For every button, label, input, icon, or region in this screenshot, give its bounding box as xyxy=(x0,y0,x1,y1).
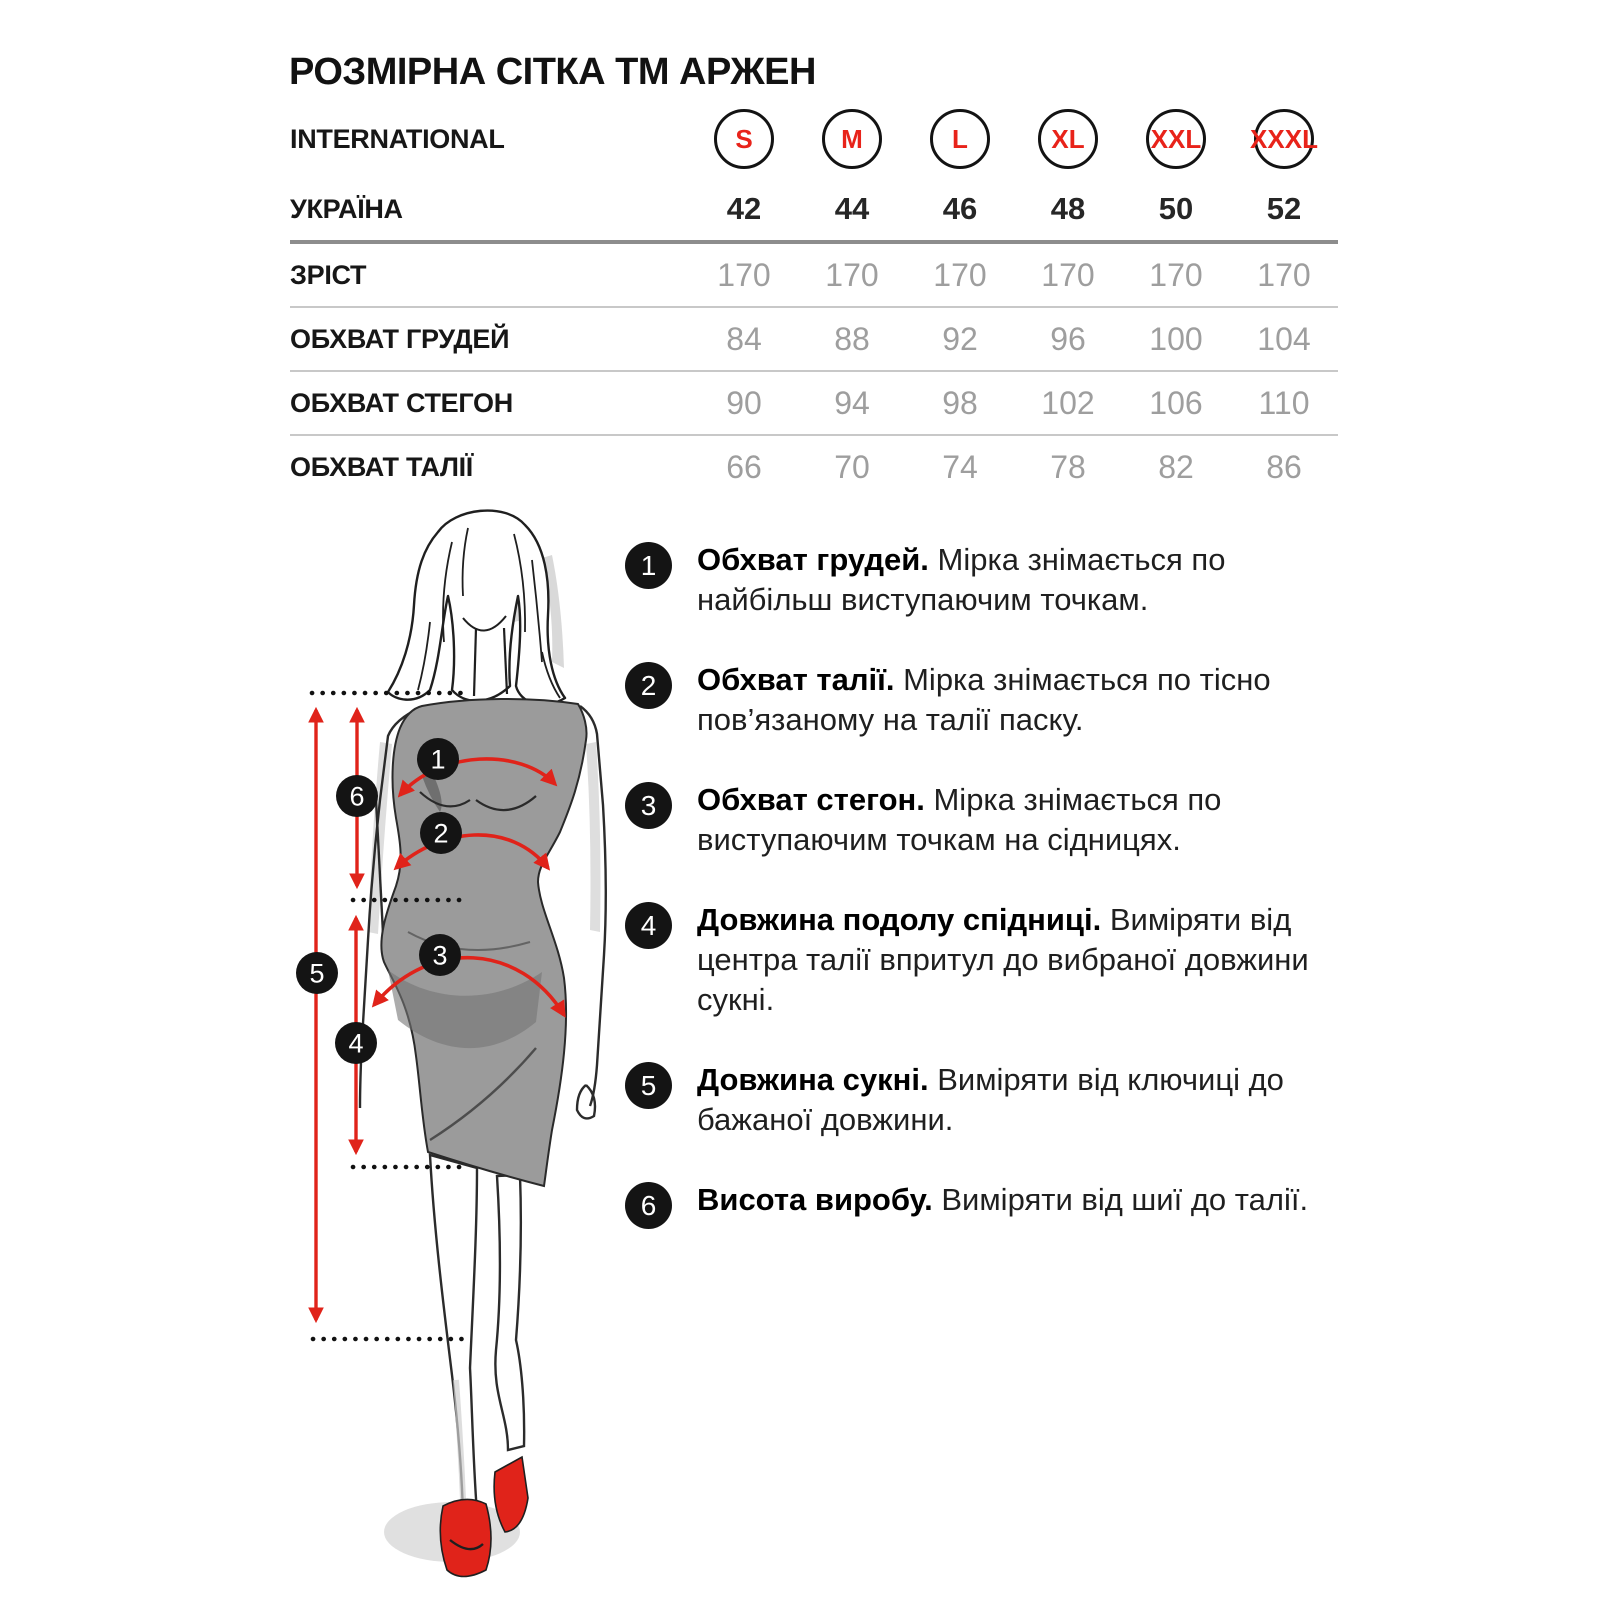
dress xyxy=(381,699,586,1186)
table-row-chest xyxy=(290,306,1338,370)
size-circle-xxl: XXL xyxy=(1146,109,1206,169)
ukraine-size-value: 44 xyxy=(834,191,870,226)
hips-value: 106 xyxy=(1149,384,1203,421)
rear-shoe xyxy=(494,1457,528,1532)
row-label-chest: ОБХВАТ ГРУДЕЙ xyxy=(290,323,510,354)
chest-value: 84 xyxy=(726,320,762,357)
row-label-hips: ОБХВАТ СТЕГОН xyxy=(290,387,513,418)
ukraine-size-value: 42 xyxy=(726,191,762,226)
instruction-item-6 xyxy=(625,1180,1367,1220)
height-value: 170 xyxy=(717,256,771,293)
hips-value: 94 xyxy=(834,384,870,421)
height-value: 170 xyxy=(1149,256,1203,293)
waist-value: 70 xyxy=(834,448,870,485)
row-label-international: INTERNATIONAL xyxy=(290,123,505,154)
height-value: 170 xyxy=(1257,256,1311,293)
table-row-height xyxy=(290,240,1338,306)
instruction-text: Обхват талії. Мірка знімається по тісно пов’язаному на талії паску. xyxy=(697,662,1271,737)
size-table xyxy=(290,100,1338,498)
chest-value: 92 xyxy=(942,320,978,357)
ukraine-size-value: 50 xyxy=(1158,191,1194,226)
ukraine-size-value: 52 xyxy=(1266,191,1302,226)
marker-label-6: 6 xyxy=(349,781,365,812)
instruction-number-badge: 2 xyxy=(625,662,672,709)
instruction-item-2 xyxy=(625,660,1367,740)
row-label-ukraine: УКРАЇНА xyxy=(290,193,403,224)
instruction-item-3 xyxy=(625,780,1367,860)
chest-value: 96 xyxy=(1050,320,1086,357)
instructions-list xyxy=(625,540,1367,1260)
marker-label-2: 2 xyxy=(433,818,449,849)
size-circle-m: M xyxy=(822,109,882,169)
height-value: 170 xyxy=(1041,256,1095,293)
table-row-international xyxy=(290,100,1338,178)
marker-label-3: 3 xyxy=(432,940,448,971)
instruction-item-5 xyxy=(625,1060,1367,1140)
chest-value: 100 xyxy=(1149,320,1203,357)
instruction-text: Обхват стегон. Мірка знімається по виступаючим точкам на сідницях. xyxy=(697,782,1222,857)
chest-value: 88 xyxy=(834,320,870,357)
table-row-waist xyxy=(290,434,1338,498)
waist-value: 74 xyxy=(942,448,978,485)
height-value: 170 xyxy=(825,256,879,293)
instruction-text: Довжина сукні. Виміряти від ключиці до бажаної довжини. xyxy=(697,1062,1284,1137)
waist-value: 66 xyxy=(726,448,762,485)
instruction-text: Обхват грудей. Мірка знімається по найбільш виступаючим точкам. xyxy=(697,542,1226,617)
size-circle-l: L xyxy=(930,109,990,169)
instruction-text: Довжина подолу спідниці. Виміряти від центра талії впритул до вибраної довжини сукні. xyxy=(697,902,1309,1017)
instruction-number-badge: 1 xyxy=(625,542,672,589)
table-row-hips xyxy=(290,370,1338,434)
waist-value: 86 xyxy=(1266,448,1302,485)
chest-value: 104 xyxy=(1257,320,1311,357)
front-leg xyxy=(430,1155,477,1516)
instruction-number-badge: 5 xyxy=(625,1062,672,1109)
ukraine-size-value: 48 xyxy=(1050,191,1086,226)
shading-right xyxy=(586,742,601,932)
marker-label-1: 1 xyxy=(430,744,446,775)
instruction-text: Висота виробу. Виміряти від шиї до талії. xyxy=(697,1182,1309,1217)
instruction-number-badge: 4 xyxy=(625,902,672,949)
legs xyxy=(430,1155,524,1516)
instruction-number-badge: 6 xyxy=(625,1182,672,1229)
face xyxy=(458,547,514,633)
instruction-number-badge: 3 xyxy=(625,782,672,829)
red-shoes xyxy=(440,1457,528,1577)
instruction-item-1 xyxy=(625,540,1367,620)
marker-label-4: 4 xyxy=(348,1028,364,1059)
front-shoe xyxy=(440,1499,491,1576)
hips-value: 90 xyxy=(726,384,762,421)
waist-value: 82 xyxy=(1158,448,1194,485)
page-title: РОЗМІРНА СІТКА ТМ АРЖЕН xyxy=(289,51,816,94)
instruction-item-4 xyxy=(625,900,1367,1020)
back-leg xyxy=(495,1175,524,1450)
row-label-waist: ОБХВАТ ТАЛІЇ xyxy=(290,451,473,482)
row-label-height: ЗРІСТ xyxy=(290,259,367,290)
marker-label-5: 5 xyxy=(309,958,325,989)
height-value: 170 xyxy=(933,256,987,293)
size-circle-xl: XL xyxy=(1038,109,1098,169)
hips-value: 102 xyxy=(1041,384,1095,421)
size-circle-s: S xyxy=(714,109,774,169)
figure-illustration xyxy=(280,500,620,1600)
size-circle-xxxl: XXXL xyxy=(1254,109,1314,169)
waist-value: 78 xyxy=(1050,448,1086,485)
table-row-ukraine xyxy=(290,178,1338,240)
hips-value: 110 xyxy=(1258,384,1310,421)
measurement-figure xyxy=(280,500,620,1600)
hips-value: 98 xyxy=(942,384,978,421)
ukraine-size-value: 46 xyxy=(942,191,978,226)
